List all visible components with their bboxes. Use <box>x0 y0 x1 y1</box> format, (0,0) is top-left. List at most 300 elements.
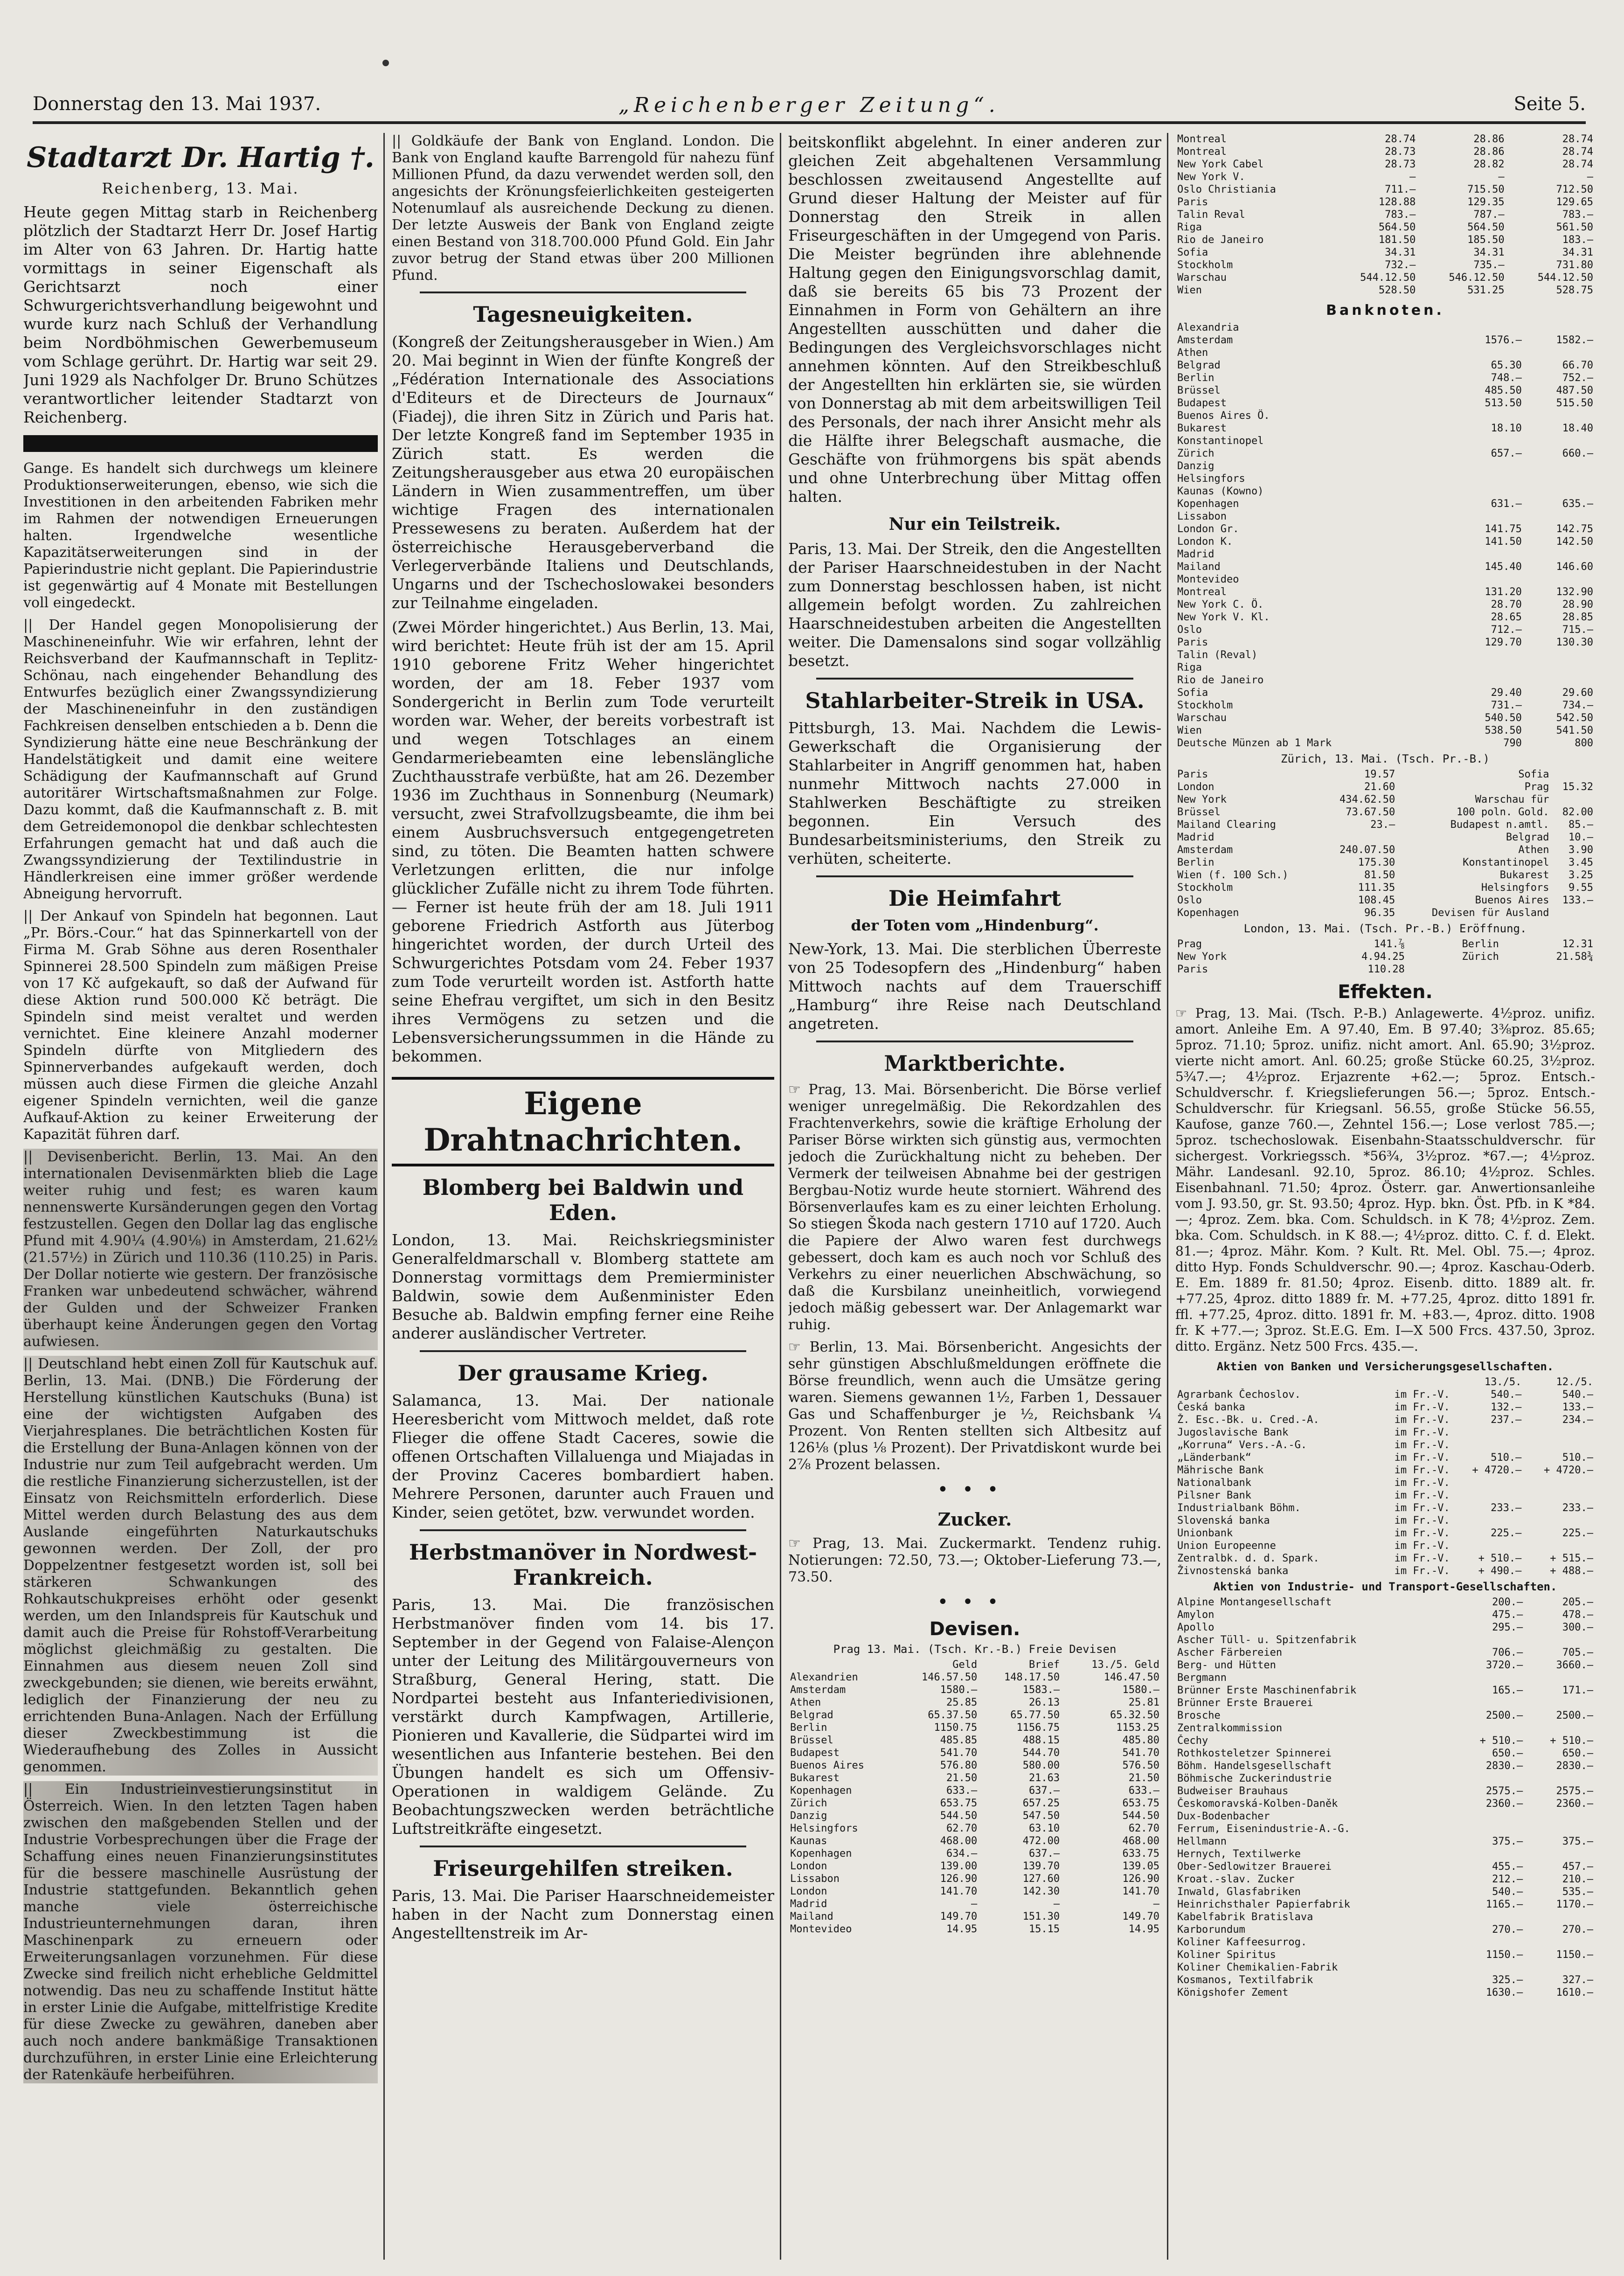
table-cell <box>1449 1923 1455 1936</box>
table-row <box>1175 208 1595 221</box>
table-cell: London <box>790 1860 827 1872</box>
table-cell <box>1455 1961 1525 1974</box>
table-row <box>1175 1439 1595 1451</box>
table-row <box>1175 951 1595 963</box>
table-cell: Rothkosteletzer Spinnerei <box>1177 1748 1332 1759</box>
table-cell: 1580.— <box>1122 1684 1159 1696</box>
table-cell: 65.30 <box>1491 360 1522 371</box>
table-cell: Deutsche Münzen ab 1 Mark <box>1177 737 1332 749</box>
table-cell: im Fr.-V. <box>1394 1439 1450 1451</box>
table-row <box>788 1721 1161 1734</box>
table-cell: Buenos Aires <box>790 1760 864 1771</box>
table-row <box>1175 1414 1595 1426</box>
table-cell <box>1449 1646 1455 1659</box>
table-cell: 800 <box>1575 737 1593 749</box>
table-cell: 650.— <box>1562 1748 1593 1759</box>
table-cell: Koliner Spiritus <box>1177 1949 1276 1961</box>
table-cell: Mailand <box>1177 561 1221 573</box>
table-cell <box>1449 1722 1455 1735</box>
table-cell: 531.25 <box>1467 284 1505 296</box>
table-row <box>1175 1923 1595 1936</box>
table-cell: Konstantinopel <box>1177 435 1264 447</box>
table-cell: 300.— <box>1562 1622 1593 1633</box>
table-row <box>1175 510 1595 523</box>
table-cell: + 510.— <box>1478 1553 1522 1564</box>
table-cell <box>1525 1848 1595 1860</box>
table-cell <box>1525 1911 1595 1923</box>
table-cell: 65.32.50 <box>1110 1709 1159 1721</box>
table-cell: 171.— <box>1562 1685 1593 1696</box>
table-cell: Böhmische Zuckerindustrie <box>1177 1773 1332 1784</box>
table-cell: 327.— <box>1562 1974 1593 1986</box>
header-page-number: Seite 5. <box>1513 93 1586 115</box>
table-cell: 146.47.50 <box>1103 1672 1159 1683</box>
table-cell: 141.70 <box>940 1886 978 1897</box>
table-cell: 1150.— <box>1556 1949 1593 1961</box>
table-cell: 3.45 <box>1568 857 1593 868</box>
table-cell <box>1449 1860 1455 1873</box>
table-cell: 1630.— <box>1485 1987 1523 1998</box>
section-heading: Effekten. <box>1338 981 1433 1003</box>
table-cell <box>1449 1810 1455 1823</box>
table-cell <box>1449 1886 1455 1898</box>
table-cell: 73.67.50 <box>1346 806 1395 818</box>
table-cell <box>1524 472 1595 485</box>
table-cell: 1150.75 <box>934 1722 978 1734</box>
table-cell <box>1455 1810 1525 1823</box>
table-cell: 1610.— <box>1556 1987 1593 1998</box>
table-cell: Montevideo <box>790 1923 852 1935</box>
table-cell <box>1449 1596 1455 1609</box>
table-cell <box>1449 1961 1455 1974</box>
table-row <box>1175 611 1595 624</box>
table-cell: 181.50 <box>1378 234 1416 246</box>
table-cell: 515.50 <box>1556 397 1593 409</box>
table-cell <box>1524 460 1595 472</box>
table-cell: 110.28 <box>1367 964 1405 975</box>
table-cell: 513.50 <box>1485 397 1522 409</box>
ink-speck <box>382 60 389 66</box>
section-heading-eigene: Eigene Drahtnachrichten. <box>392 1077 774 1166</box>
table-cell: 472.00 <box>1022 1835 1060 1847</box>
table-row <box>1175 1785 1595 1797</box>
table-cell: Nationalbank <box>1177 1477 1251 1489</box>
table-row <box>1175 259 1595 271</box>
table-cell: 141.⅞ <box>1374 938 1405 950</box>
table-row <box>1175 1672 1595 1684</box>
london-table <box>1175 938 1595 976</box>
table-row <box>1175 1860 1595 1873</box>
table-cell: 475.— <box>1492 1609 1523 1621</box>
table-cell: im Fr.-V. <box>1394 1565 1450 1577</box>
table-cell: 783.— <box>1385 209 1416 221</box>
table-cell: Helsingfors <box>1177 473 1245 485</box>
table-row <box>1175 624 1595 636</box>
table-cell: Ferrum, Eisenindustrie-A.-G. <box>1177 1823 1350 1835</box>
table-cell: Ascher Färbereien <box>1177 1647 1283 1658</box>
table-cell <box>1449 1684 1455 1697</box>
table-row <box>788 1759 1161 1772</box>
table-row <box>1175 1797 1595 1810</box>
table-cell: Prag <box>1524 781 1549 793</box>
table-cell <box>1449 1936 1455 1949</box>
table-cell: Madrid <box>1177 832 1215 843</box>
table-cell: 28.65 <box>1491 611 1522 623</box>
table-cell <box>1449 1949 1455 1961</box>
table-row <box>1175 1747 1595 1760</box>
table-cell: Belgrad <box>1506 832 1549 843</box>
table-cell: 210.— <box>1562 1874 1593 1885</box>
table-row <box>1175 1514 1595 1527</box>
table-cell: Budapest <box>790 1747 840 1759</box>
table-cell: 149.70 <box>940 1911 978 1922</box>
table-cell: 82.00 <box>1562 806 1593 818</box>
table-cell: Konstantinopel <box>1463 857 1549 868</box>
table-cell: im Fr.-V. <box>1394 1414 1450 1426</box>
table-header-cell: 13./5. Geld <box>1091 1659 1159 1671</box>
separator <box>816 678 1133 680</box>
table-cell <box>1452 485 1524 498</box>
table-cell <box>1449 1873 1455 1886</box>
black-bar <box>23 435 378 452</box>
table-cell: 752.— <box>1562 372 1593 384</box>
table-cell: London K. <box>1177 536 1233 548</box>
table-cell: Belgrad <box>790 1709 833 1721</box>
table-row <box>1175 1949 1595 1961</box>
table-row <box>1175 548 1595 561</box>
table-cell: Alexandria <box>1177 322 1239 333</box>
table-cell: 540.50 <box>1485 712 1522 724</box>
table-cell: Mailand <box>790 1911 833 1922</box>
table-cell <box>1455 1722 1525 1735</box>
table-cell: 544.70 <box>1022 1747 1060 1759</box>
table-cell: 2830.— <box>1556 1760 1593 1772</box>
table-row <box>1175 234 1595 246</box>
table-cell: Stockholm <box>1177 259 1233 271</box>
table-cell: 225.— <box>1562 1527 1593 1539</box>
table-row <box>1175 498 1595 510</box>
table-cell: 15.15 <box>1028 1923 1060 1935</box>
table-cell <box>1501 963 1595 976</box>
table-cell: London Gr. <box>1177 523 1239 535</box>
table-header-cell <box>788 1658 896 1671</box>
table-row <box>1175 133 1595 146</box>
column-4 <box>1175 133 1595 2260</box>
table-row <box>1175 1684 1595 1697</box>
table-cell: im Fr.-V. <box>1394 1515 1450 1527</box>
table-cell: Brünner Erste Maschinenfabrik <box>1177 1685 1357 1696</box>
table-cell: 633.— <box>946 1785 978 1797</box>
table-cell: Českomoravská-Kolben-Daněk <box>1177 1798 1338 1810</box>
article-subheading: der Toten vom „Hindenburg“. <box>851 916 1099 934</box>
table-cell: — <box>1053 1898 1060 1910</box>
table-cell: 715.50 <box>1467 184 1505 195</box>
table-cell: Kopenhagen <box>790 1848 852 1860</box>
table-cell: 510.— <box>1562 1452 1593 1464</box>
table-cell <box>1449 1609 1455 1621</box>
table-row <box>788 1822 1161 1835</box>
table-cell: 28.86 <box>1473 133 1505 145</box>
table-cell <box>1523 1426 1595 1439</box>
table-cell <box>1524 435 1595 447</box>
table-cell: 715.— <box>1562 624 1593 636</box>
article-paragraph: Salamanca, 13. Mai. Der nationale Heeresbericht vom Mittwoch meldet, daß rote Flieger die offene Stadt Caceres, sowie die offenen Ortschaften Villaluenga und Miajadas in der Provinz Caceres bombardiert haben. Mehrere Personen, darunter auch Frauen und Kinder, seien getötet, bzw. verwundet worden. <box>392 1391 774 1521</box>
table-cell: Paris <box>1177 637 1208 648</box>
column-3 <box>788 133 1161 2260</box>
table-cell: + 488.— <box>1550 1565 1593 1577</box>
table-cell: 132.— <box>1491 1402 1522 1413</box>
table-cell: im Fr.-V. <box>1394 1464 1450 1476</box>
table-cell: 237.— <box>1491 1414 1522 1426</box>
table-cell: Berlin <box>1177 857 1215 868</box>
column-rule <box>1167 133 1168 2260</box>
table-cell: 23.— <box>1370 819 1395 831</box>
column-2 <box>392 133 774 2260</box>
table-row <box>1175 183 1595 196</box>
table-row <box>1175 196 1595 208</box>
table-cell: im Fr.-V. <box>1394 1553 1450 1564</box>
header-paper-title: „Reichenberger Zeitung“. <box>618 93 1000 117</box>
table-subheading: Aktien von Industrie- und Transport-Gesellschaften. <box>1213 1580 1557 1593</box>
table-cell: New York C. Ö. <box>1177 599 1264 611</box>
table-cell <box>1449 1760 1455 1772</box>
table-row <box>1175 649 1595 661</box>
table-row <box>1175 409 1595 422</box>
table-row <box>788 1734 1161 1747</box>
table-cell: 139.00 <box>940 1860 978 1872</box>
table-row <box>1175 1659 1595 1672</box>
table-cell: Hellmann <box>1177 1836 1227 1847</box>
table-row <box>1175 1810 1595 1823</box>
banknoten-table <box>1175 321 1595 749</box>
table-cell: 2360.— <box>1556 1798 1593 1810</box>
table-cell: 540.— <box>1492 1886 1523 1898</box>
table-cell: 270.— <box>1562 1924 1593 1936</box>
table-row <box>1175 372 1595 384</box>
table-cell: 129.35 <box>1467 196 1505 208</box>
table-cell <box>1524 510 1595 523</box>
table-row <box>1175 347 1595 359</box>
table-cell: 633.75 <box>1122 1848 1159 1860</box>
table-row <box>1175 869 1595 881</box>
table-row <box>1175 284 1595 297</box>
table-cell: Oslo <box>1177 895 1202 906</box>
table-cell: 3720.— <box>1485 1659 1523 1671</box>
table-cell: Česká banka <box>1177 1402 1245 1413</box>
table-cell <box>1449 1797 1455 1810</box>
table-row <box>1175 781 1595 793</box>
table-cell: im Fr.-V. <box>1394 1527 1450 1539</box>
table-cell: 634.— <box>946 1848 978 1860</box>
table-cell: Warschau <box>1177 272 1227 284</box>
table-cell: Berlin <box>790 1722 827 1734</box>
table-cell: 149.70 <box>1122 1911 1159 1922</box>
table-row <box>1175 793 1595 806</box>
table-row <box>1175 472 1595 485</box>
table-cell: Zentralbk. d. d. Spark. <box>1177 1553 1319 1564</box>
table-cell: 485.85 <box>940 1735 978 1746</box>
table-cell: 2500.— <box>1556 1710 1593 1721</box>
table-cell: 564.50 <box>1378 222 1416 233</box>
table-row <box>1175 1848 1595 1860</box>
table-row <box>1175 246 1595 259</box>
table-cell <box>1449 1835 1455 1848</box>
table-cell: 734.— <box>1562 700 1593 711</box>
table-cell: 212.— <box>1492 1874 1523 1885</box>
table-cell: Danzig <box>790 1810 827 1822</box>
table-cell: 141.75 <box>1485 523 1522 535</box>
table-header-cell: 12./5. <box>1556 1376 1593 1388</box>
table-row <box>1175 1735 1595 1747</box>
table-cell: Ober-Sedlowitzer Brauerei <box>1177 1861 1332 1873</box>
table-header-cell: Brief <box>1028 1659 1060 1671</box>
header-date: Donnerstag den 13. Mai 1937. <box>33 93 321 115</box>
table-cell: 544.50 <box>940 1810 978 1822</box>
table-cell: Lissabon <box>1177 511 1227 522</box>
table-cell: 528.75 <box>1556 284 1593 296</box>
table-cell <box>1452 510 1524 523</box>
table-cell: 28.86 <box>1473 146 1505 158</box>
table-cell <box>1449 1848 1455 1860</box>
table-row <box>1175 831 1595 844</box>
table-row <box>1175 1489 1595 1502</box>
table-cell: + 515.— <box>1550 1553 1593 1564</box>
table-cell: Union Europeenne <box>1177 1540 1276 1552</box>
table-cell <box>1551 793 1595 806</box>
table-cell <box>1452 435 1524 447</box>
table-cell: 142.50 <box>1556 536 1593 548</box>
table-header-row <box>788 1658 1161 1671</box>
table-row <box>1175 1388 1595 1401</box>
table-cell: im Fr.-V. <box>1394 1389 1450 1401</box>
article-paragraph: || Der Handel gegen Monopolisierung der Maschineneinfuhr. Wie wir erfahren, lehnt der Reichsverband der Kaufmannschaft in Teplitz-Schönau, nach eingehender Behandlung des Entwurfes bezüglich einer Zwangssyndizierung der Maschineneinfuhr in den zuständigen Fachkreisen denselben entschieden a b. Denn die Syndizierung hätte eine neue Beschränkung der Handelstätigkeit und damit eine weitere Schädigung der Kaufmannschaft auf Grund autoritärer Wirtschaftsmaßnahmen zur Folge. Dazu kommt, daß die Kaufmannschaft z. B. mit dem Getreidemonopol die denkbar schlechtesten Erfahrungen gemacht hat und daß auch die Zwangssyndizierung der Textilindustrie in Händlerkreisen eine immer größer werdende Abneigung hervorruft. <box>23 617 378 902</box>
table-row <box>788 1835 1161 1847</box>
table-cell: Talin Reval <box>1177 209 1245 221</box>
table-cell: Amylon <box>1177 1609 1215 1621</box>
column-rule <box>383 133 385 2260</box>
table-cell: 81.50 <box>1364 869 1395 881</box>
dot-divider: ••• <box>937 1479 1013 1500</box>
table-cell <box>1449 1747 1455 1760</box>
table-row <box>1175 1646 1595 1659</box>
table-cell: Paris <box>1177 196 1208 208</box>
table-cell: New York <box>1177 951 1227 963</box>
table-cell: Amsterdam <box>1177 844 1233 856</box>
table-cell: Kopenhagen <box>1177 907 1239 919</box>
table-cell: 131.20 <box>1485 586 1522 598</box>
table-cell: Sofia <box>1177 687 1208 699</box>
table-cell <box>1524 409 1595 422</box>
table-row <box>1175 573 1595 586</box>
table-cell <box>1452 409 1524 422</box>
table-row <box>788 1784 1161 1797</box>
table-cell <box>1455 1936 1525 1949</box>
table-row <box>1175 1961 1595 1974</box>
table-cell <box>1525 1810 1595 1823</box>
separator <box>420 1350 746 1352</box>
table-cell: 146.60 <box>1556 561 1593 573</box>
table-cell: 542.50 <box>1556 712 1593 724</box>
table-cell <box>1524 661 1595 674</box>
table-row <box>1175 963 1595 976</box>
table-cell: 783.— <box>1562 209 1593 221</box>
article-heading: Die Heimfahrt <box>888 886 1062 911</box>
table-row <box>1175 158 1595 171</box>
table-cell <box>1452 1477 1524 1489</box>
table-cell: Paris <box>1177 769 1208 780</box>
section-heading: Tagesneuigkeiten. <box>473 302 693 327</box>
table-cell: 139.05 <box>1122 1860 1159 1872</box>
table-cell: 132.90 <box>1556 586 1593 598</box>
table-cell <box>1525 1936 1595 1949</box>
table-cell: 375.— <box>1492 1836 1523 1847</box>
table-cell: Kosmanos, Textilfabrik <box>1177 1974 1313 1986</box>
table-cell: 133.— <box>1562 895 1593 906</box>
table-cell <box>1452 460 1524 472</box>
table-cell: 139.70 <box>1022 1860 1060 1872</box>
table-row <box>1175 1502 1595 1514</box>
table-cell: im Fr.-V. <box>1394 1427 1450 1438</box>
table-row <box>788 1885 1161 1898</box>
table-row <box>788 1810 1161 1822</box>
table-cell <box>1523 1439 1595 1451</box>
table-cell: 637.— <box>1028 1785 1060 1797</box>
table-cell <box>1452 548 1524 561</box>
table-cell: + 4720.— <box>1544 1464 1593 1476</box>
table-cell: Madrid <box>1177 548 1215 560</box>
table-cell: Montreal <box>1177 146 1227 158</box>
table-cell: Bukarest <box>1499 869 1549 881</box>
table-cell <box>1524 321 1595 334</box>
table-cell: 129.65 <box>1556 196 1593 208</box>
table-cell: Sofia <box>1177 247 1208 258</box>
table-cell: Rio de Janeiro <box>1177 674 1264 686</box>
table-cell: + 4720.— <box>1472 1464 1522 1476</box>
table-cell: Hernych, Textilwerke <box>1177 1848 1301 1860</box>
table-cell: Warschau für <box>1475 794 1549 805</box>
table-row <box>788 1671 1161 1684</box>
table-cell <box>1523 1489 1595 1502</box>
table-row <box>1175 687 1595 699</box>
table-cell: 547.50 <box>1022 1810 1060 1822</box>
table-cell: 4.94.25 <box>1361 951 1405 963</box>
table-cell: 1153.25 <box>1116 1722 1159 1734</box>
table-cell: 455.— <box>1492 1861 1523 1873</box>
table-row <box>1175 535 1595 548</box>
table-row <box>1175 359 1595 372</box>
table-cell: Riga <box>1177 222 1202 233</box>
aktien-table <box>1175 1376 1595 1577</box>
table-cell: im Fr.-V. <box>1394 1540 1450 1552</box>
article-paragraph: beitskonflikt abgelehnt. In einer anderen zur gleichen Zeit abgehaltenen Versammlung beschlossen zweitausend Angestellte auf Grund dieser Haltung der Meister auf für Donnerstag den Streik in allen Friseurgeschäften in der Umgegend von Paris. Die Meister begründen ihre ablehnende Haltung gegen den Einigungsvorschlag damit, daß sie bereits 65 bis 73 Prozent der Einnahmen in Form von Gehältern an ihre Angestellten ausschütten und daher die Bedingungen des Vergleichsvorschlages nicht annehmen könnten. Auf den Streikbeschluß der Angestellten hin erklärten sie, sie würden von Donnerstag ab mit dem arbeitswilligen Teil des Personals, der nach ihrer Ansicht mehr als die Hälfte ihrer Belegschaft ausmache, die Geschäfte von frühmorgens bis spät abends und ohne Unterbrechung über Mittag offen halten. <box>788 133 1161 506</box>
article-paragraph: New-York, 13. Mai. Die sterblichen Überreste von 25 Todesopfern des „Hindenburg“ haben Mittwoch nachts auf dem Trauerschiff „Hamburg“ ihre Reise nach Deutschland angetreten. <box>788 940 1161 1033</box>
table-cell: 133.— <box>1562 1402 1593 1413</box>
table-row <box>1175 844 1595 856</box>
table-row <box>1175 806 1595 819</box>
table-row <box>1175 768 1595 781</box>
table-row <box>1175 146 1595 158</box>
table-cell: 485.80 <box>1122 1735 1159 1746</box>
table-cell: „Länderbank“ <box>1177 1452 1251 1464</box>
table-cell: Montevideo <box>1177 574 1239 585</box>
table-row <box>1175 171 1595 183</box>
table-row <box>1175 856 1595 869</box>
table-cell: 748.— <box>1491 372 1522 384</box>
table-cell: 65.77.50 <box>1010 1709 1060 1721</box>
table-row <box>1175 1709 1595 1722</box>
table-cell <box>1449 1785 1455 1797</box>
table-row <box>1175 586 1595 598</box>
